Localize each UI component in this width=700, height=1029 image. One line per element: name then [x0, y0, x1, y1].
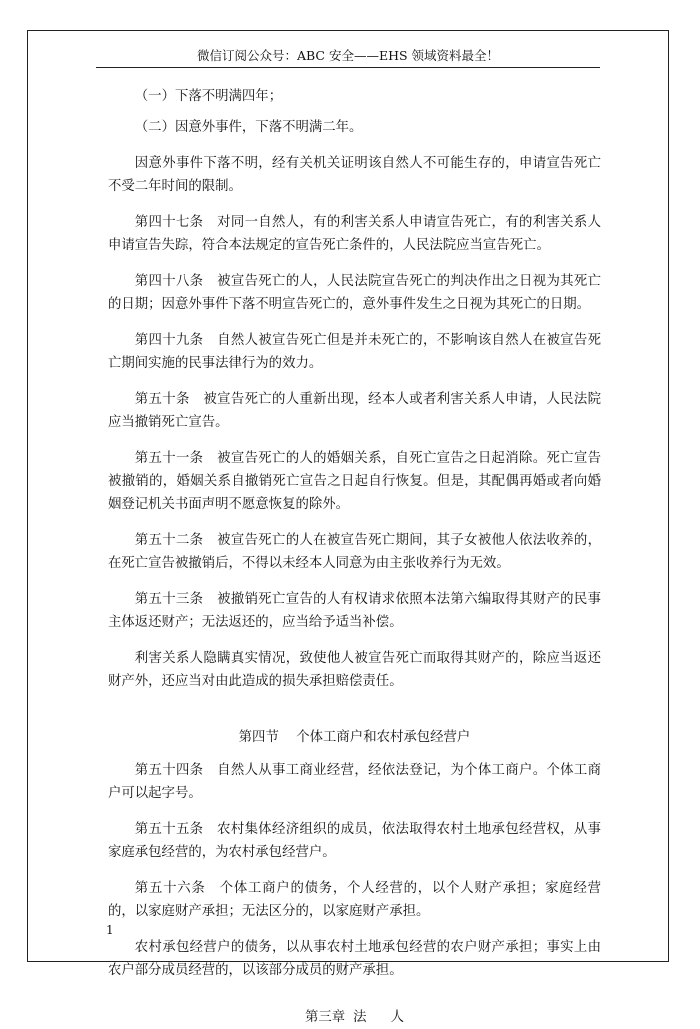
- page-header: 微信订阅公众号：ABC 安全——EHS 领域资料最全！: [96, 48, 600, 68]
- paragraph: 因意外事件下落不明，经有关机关证明该自然人不可能生存的，申请宣告死亡不受二年时间的限制。: [108, 156, 601, 194]
- paragraph: 农村承包经营户的债务，以从事农村土地承包经营的农户财产承担；事实上由农户部分成员经营的，以该部分成员的财产承担。: [108, 940, 601, 978]
- document-body: [108, 85, 601, 1029]
- page-number: 1: [106, 923, 114, 937]
- chapter-title-a: 法: [353, 1010, 367, 1025]
- section-heading: [108, 726, 601, 749]
- section-title: 个体工商户和农村承包经营户: [296, 730, 471, 745]
- paragraph: 利害关系人隐瞒真实情况，致使他人被宣告死亡而取得其财产的，除应当返还财产外，还应当对由此造成的损失承担赔偿责任。: [108, 651, 601, 689]
- chapter-label: 第三章: [304, 1010, 346, 1025]
- chapter-title-b: 人: [390, 1010, 405, 1025]
- list-item: （二）因意外事件，下落不明满二年。: [134, 120, 363, 135]
- article-50: 第五十条 被宣告死亡的人重新出现，经本人或者利害关系人申请，人民法院应当撤销死亡宣告。: [108, 392, 601, 430]
- article-56: 第五十六条 个体工商户的债务，个人经营的，以个人财产承担；家庭经营的，以家庭财产承担；无法区分的，以家庭财产承担。: [108, 881, 601, 919]
- article-54: 第五十四条 自然人从事工商业经营，经依法登记，为个体工商户。个体工商户可以起字号。: [108, 763, 601, 801]
- article-55: 第五十五条 农村集体经济组织的成员，依法取得农村土地承包经营权，从事家庭承包经营的，为农村承包经营户。: [108, 822, 601, 860]
- article-52: 第五十二条 被宣告死亡的人在被宣告死亡期间，其子女被他人依法收养的，在死亡宣告被撤销后，不得以未经本人同意为由主张收养行为无效。: [108, 533, 601, 571]
- list-item: （一）下落不明满四年；: [134, 89, 283, 104]
- article-49: 第四十九条 自然人被宣告死亡但是并未死亡的，不影响该自然人在被宣告死亡期间实施的民事法律行为的效力。: [108, 333, 601, 371]
- document-page: [27, 30, 669, 1025]
- section-label: 第四节: [238, 730, 279, 745]
- article-48: 第四十八条 被宣告死亡的人，人民法院宣告死亡的判决作出之日视为其死亡的日期；因意外事件下落不明宣告死亡的，意外事件发生之日视为其死亡的日期。: [108, 274, 601, 312]
- chapter-heading: [108, 1006, 601, 1029]
- article-51: 第五十一条 被宣告死亡的人的婚姻关系，自死亡宣告之日起消除。死亡宣告被撤销的，婚姻关系自撤销死亡宣告之日起自行恢复。但是，其配偶再婚或者向婚姻登记机关书面声明不愿意恢复的除外。: [108, 451, 601, 512]
- article-47: 第四十七条 对同一自然人，有的利害关系人申请宣告死亡，有的利害关系人申请宣告失踪，符合本法规定的宣告死亡条件的，人民法院应当宣告死亡。: [108, 215, 601, 253]
- article-53: 第五十三条 被撤销死亡宣告的人有权请求依照本法第六编取得其财产的民事主体返还财产；无法返还的，应当给予适当补偿。: [108, 592, 601, 630]
